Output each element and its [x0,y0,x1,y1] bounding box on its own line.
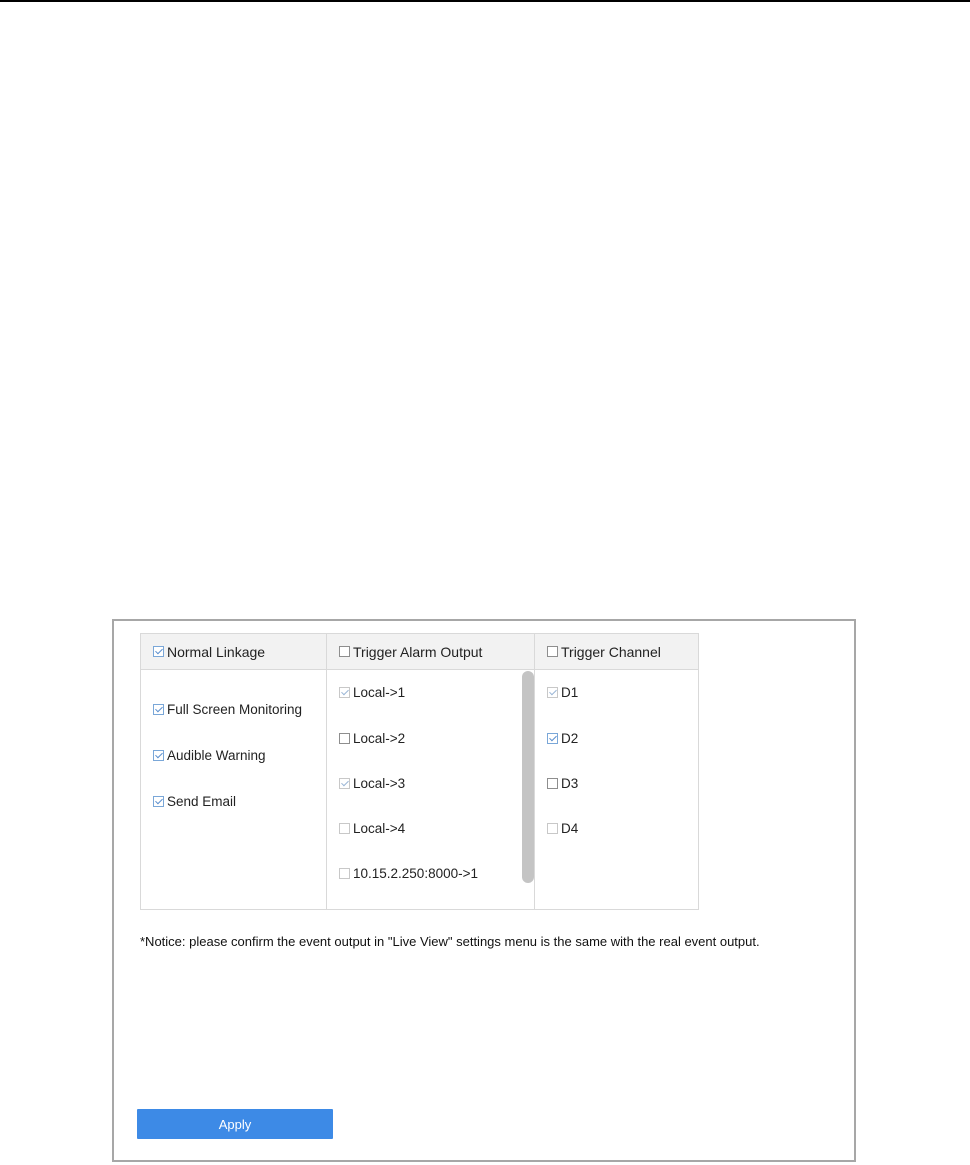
local-4-checkbox[interactable] [339,823,350,834]
full-screen-monitoring-checkbox[interactable] [153,704,164,715]
trigger-channel-column [535,634,698,909]
audible-warning-label: Audible Warning [167,748,266,763]
d3-checkbox[interactable] [547,778,558,789]
send-email-checkbox[interactable] [153,796,164,807]
local-2-checkbox[interactable] [339,733,350,744]
trigger-channel-header-checkbox[interactable] [547,646,558,657]
trigger-alarm-output-header-label: Trigger Alarm Output [353,643,483,660]
local-3-checkbox[interactable] [339,778,350,789]
d2-label: D2 [561,731,579,746]
local-4-label: Local->4 [353,821,406,836]
channel-item-d1[interactable] [547,685,578,700]
linkage-item-audible-warning[interactable] [153,748,266,763]
trigger-channel-header[interactable] [535,634,698,670]
normal-linkage-header-label: Normal Linkage [167,643,266,660]
d1-label: D1 [561,685,579,700]
normal-linkage-column [141,634,327,909]
send-email-label: Send Email [167,794,237,809]
normal-linkage-header-checkbox[interactable] [153,646,164,657]
alarm-output-scrollbar[interactable] [522,671,534,883]
normal-linkage-header[interactable] [141,634,326,670]
d4-checkbox[interactable] [547,823,558,834]
trigger-alarm-output-header[interactable] [327,634,534,670]
audible-warning-checkbox[interactable] [153,750,164,761]
channel-item-d2[interactable] [547,731,578,746]
alarm-output-item-remote-1[interactable] [339,866,478,881]
trigger-channel-header-label: Trigger Channel [561,643,661,660]
d4-label: D4 [561,821,579,836]
alarm-output-item-local-2[interactable] [339,731,405,746]
local-2-label: Local->2 [353,731,406,746]
channel-item-d3[interactable] [547,776,578,791]
trigger-alarm-output-column [327,634,535,909]
alarm-output-item-local-1[interactable] [339,685,405,700]
d2-checkbox[interactable] [547,733,558,744]
linkage-item-send-email[interactable] [153,794,236,809]
trigger-alarm-output-header-checkbox[interactable] [339,646,350,657]
event-output-notice: *Notice: please confirm the event output in "Live View" settings menu is the same with the real event output. [140,934,760,949]
d3-label: D3 [561,776,579,791]
alarm-output-item-local-4[interactable] [339,821,405,836]
page-top-rule [0,0,970,2]
remote-1-checkbox[interactable] [339,868,350,879]
d1-checkbox[interactable] [547,687,558,698]
full-screen-monitoring-label: Full Screen Monitoring [167,702,303,717]
local-3-label: Local->3 [353,776,406,791]
linkage-table [140,633,699,910]
local-1-label: Local->1 [353,685,406,700]
remote-1-label: 10.15.2.250:8000->1 [353,866,478,881]
channel-item-d4[interactable] [547,821,578,836]
apply-button[interactable]: Apply [137,1109,333,1139]
linkage-item-full-screen-monitoring[interactable] [153,702,302,717]
local-1-checkbox[interactable] [339,687,350,698]
alarm-output-item-local-3[interactable] [339,776,405,791]
